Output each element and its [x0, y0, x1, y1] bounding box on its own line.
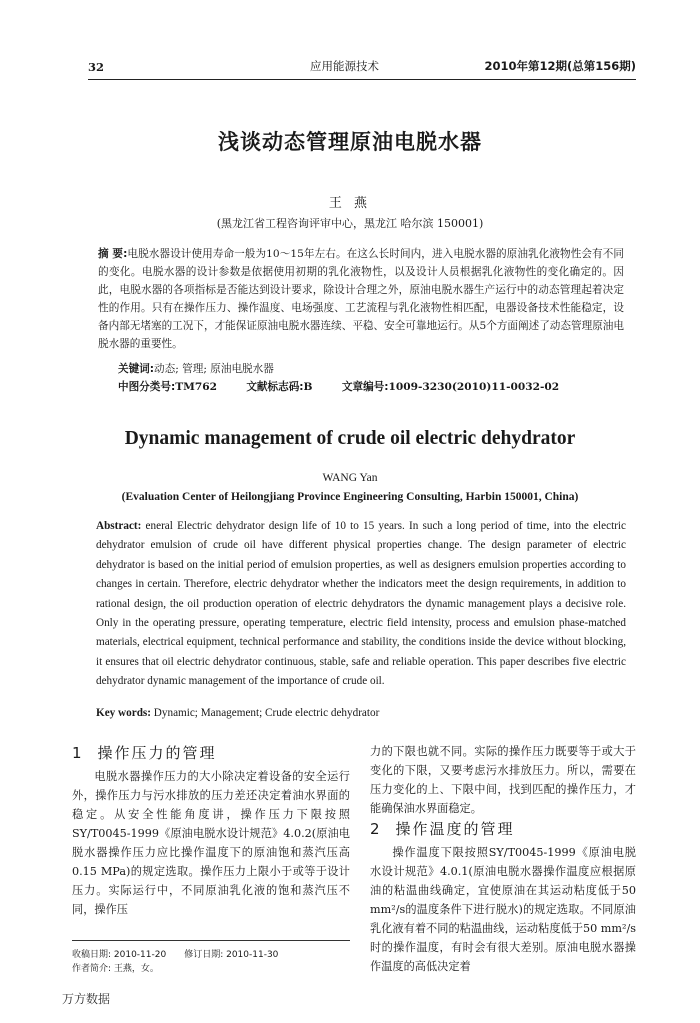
affiliation-en: (Evaluation Center of Heilongjiang Province Engineering Consulting, Harbin 150001, China) [121, 491, 579, 503]
abstract-en-label: Abstract: [96, 520, 142, 532]
document-code: 文献标志码:B [246, 381, 313, 393]
section-1-heading: 1 操作压力的管理 [72, 744, 217, 762]
keywords-en-label: Key words: [96, 707, 151, 719]
section-2-heading: 2 操作温度的管理 [370, 820, 515, 838]
section-1-paragraph: 电脱水器操作压力的大小除决定着设备的安全运行外，操作压力与污水排放的压力差还决定着油水界面的稳定。从安全性能角度讲，操作压力下限按照SY/T0045-1999《原油电脱水设计规范》4.0.2(原油电脱水器操作压力应比操作温度下的原油饱和蒸汽压高0.15 MPa)的规定选取。操作压力上限小于或等于设计压力。实际运行中，不同原油乳化液的饱和蒸汽压不同，操作压 [72, 770, 350, 916]
footnote [72, 940, 350, 976]
keywords-en [96, 707, 379, 719]
keywords-en-text: Dynamic; Management; Crude electric dehydrator [151, 707, 380, 719]
author-zh: 王 燕 [328, 196, 372, 211]
author-en: WANG Yan [322, 472, 378, 484]
abstract-zh-label: 摘 要: [98, 248, 128, 260]
abstract-zh-text: 电脱水器设计使用寿命一般为10～15年左右。在这么长时间内，进入电脱水器的原油乳化液物性会有不同的变化。电脱水器的设计参数是依据使用初期的乳化液物性，以及设计人员根据乳化液物性的变化确定的。因此，电脱水器的各项指标是否能达到设计要求，除设计合理之外，原油电脱水器生产运行中的动态管理起着决定性的作用。只有在操作压力、操作温度、电场强度、工艺流程与乳化液物性相匹配，电器设备技术性能稳定，设备内部无堵塞的工况下，才能保证原油电脱水器连续、平稳、安全可靠地运行。从5个方面阐述了动态管理原油电脱水器的重要性。 [98, 248, 624, 350]
abstract-en-text: eneral Electric dehydrator design life of 10 to 15 years. In such a long period of time, into the electric dehydrator emulsion of crude oil have different physical properties change. The design parameter of electric dehydrator is based on the initial period of emulsion properties, as well as designers emulsion properties according to changes in certain. Therefore, electric dehydrator whether the indicators meet the design requirements, in addition to rational design, the oil production operation of electric dehydrators the dynamic management plays a decisive role. Only in the operating pressure, operating temperature, electric field intensity, process and emulsion phase-matched materials, electrical equipment, technical performance and stability, the conditions inside the device without blocking, it ensures that oil electric dehydrator continuous, stable, safe and reliable operation. This paper describes five electric dehydrator dynamic management of the importance of crude oil. [96, 520, 626, 688]
watermark: 万方数据 [62, 992, 111, 1006]
column-left [72, 742, 350, 919]
issue-info: 2010年第12期(总第156期) [484, 59, 636, 73]
author-bio: 作者简介: 王燕，女。 [72, 964, 159, 974]
keywords-zh-label: 关键词: [118, 363, 155, 375]
affiliation-zh: (黑龙江省工程咨询评审中心，黑龙江 哈尔滨 150001) [216, 217, 484, 230]
page-number: 32 [88, 60, 105, 74]
journal-name: 应用能源技术 [310, 59, 379, 73]
abstract-en [96, 517, 626, 692]
title-en: Dynamic management of crude oil electric dehydrator [124, 428, 576, 449]
section-2-paragraph: 操作温度下限按照SY/T0045-1999《原油电脱水设计规范》4.0.1(原油电脱水器操作温度应根据原油的粘温曲线确定，宜使原油在其运动粘度低于50 mm²/s的温度条件下进行脱水)的规定选取。不同原油乳化液有着不同的粘温曲线，运动粘度低于50 mm²/s时的操作温度，有时会有很大差别。原油电脱水器操作温度的高低决定着 [370, 846, 636, 973]
column-right [370, 742, 636, 976]
page-header [88, 55, 636, 80]
revised-date: 修订日期: 2010-11-30 [184, 950, 279, 960]
section-1-paragraph-continued: 力的下限也就不同。实际的操作压力既要等于或大于变化的下限，又要考虑污水排放压力。所以，需要在压力变化的上、下限中间，找到匹配的操作压力，才能确保油水界面稳定。 [370, 745, 636, 815]
keywords-zh [118, 361, 274, 376]
classification-line [118, 379, 585, 394]
keywords-zh-text: 动态; 管理; 原油电脱水器 [154, 363, 274, 375]
clc-code: 中图分类号:TM762 [118, 381, 217, 393]
article-number: 文章编号:1009-3230(2010)11-0032-02 [341, 381, 560, 393]
received-date: 收稿日期: 2010-11-20 [72, 950, 167, 960]
title-zh: 浅谈动态管理原油电脱水器 [218, 129, 482, 154]
abstract-zh [98, 245, 624, 353]
